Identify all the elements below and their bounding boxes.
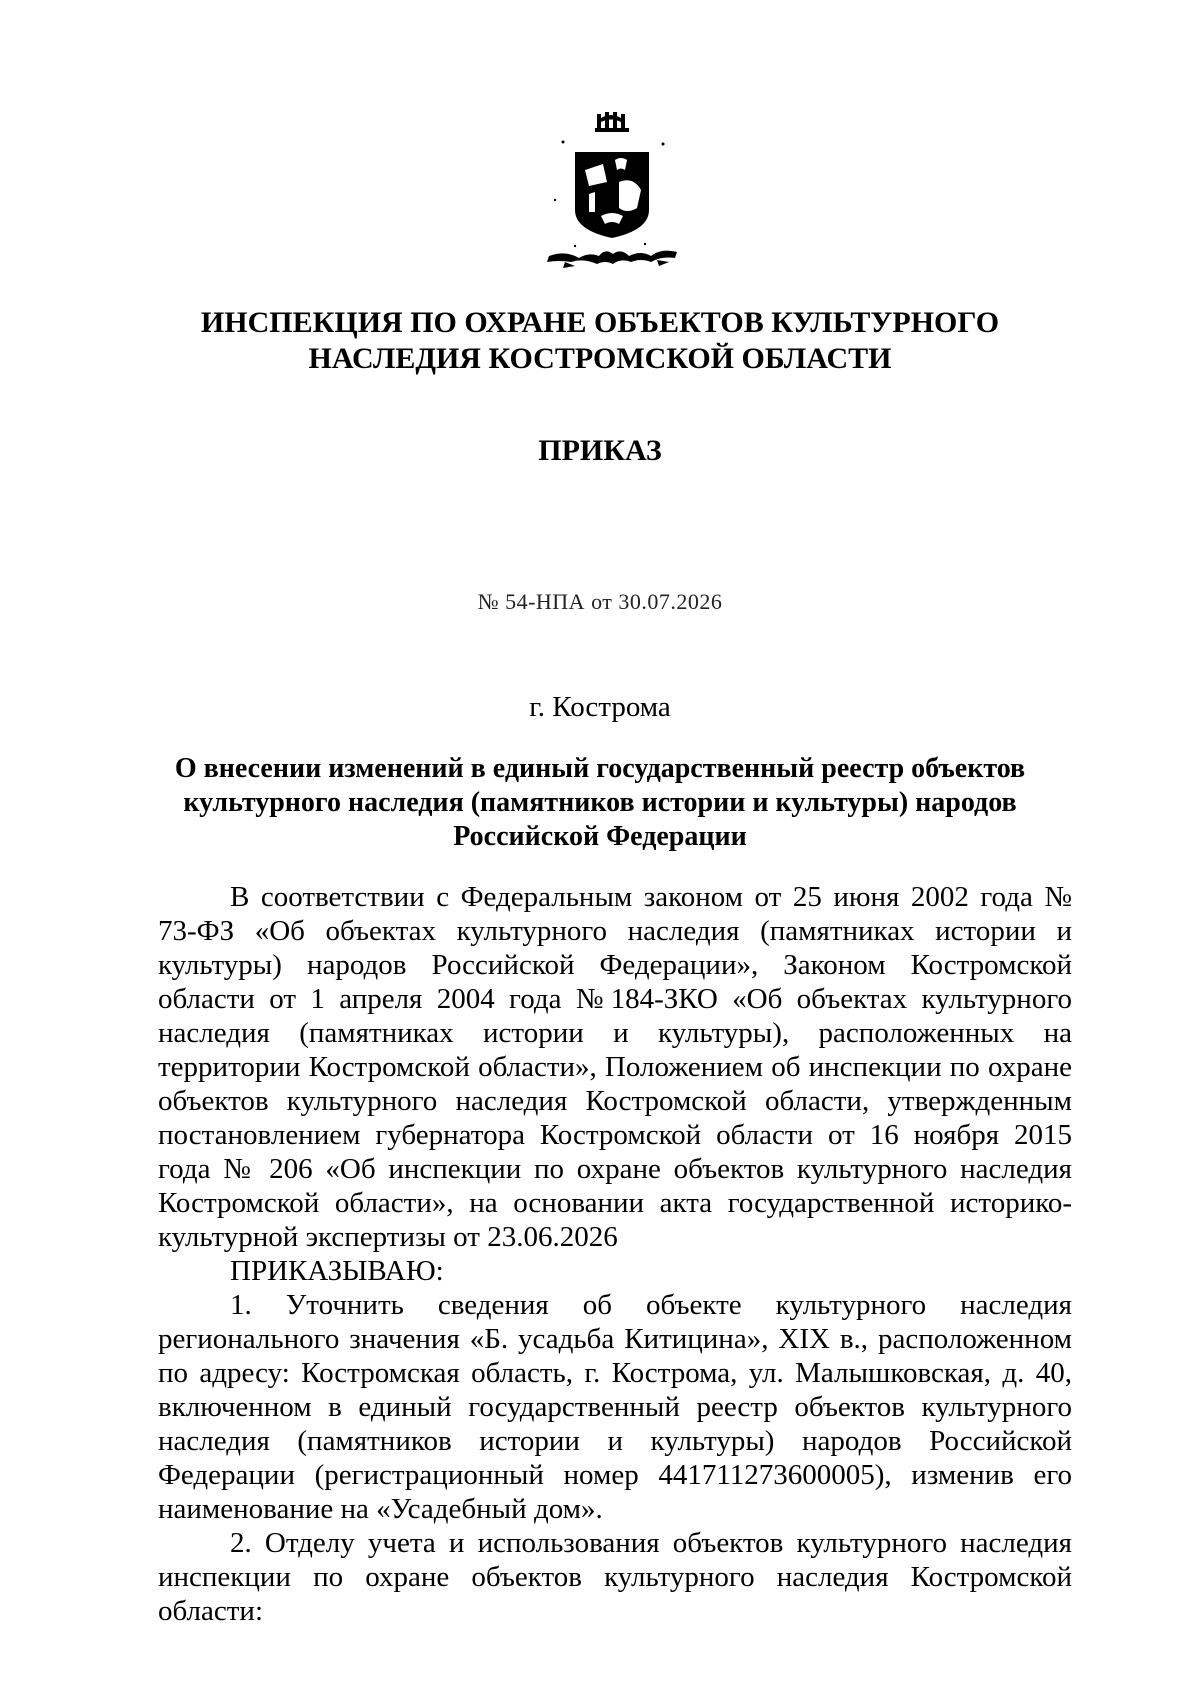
document-subject	[160, 752, 1040, 854]
order-item-1: 1. Уточнить сведения об объекте культурного наследия регионального значения «Б. усадьба Китицина», XIX в., расположенном по адресу: Костромская область, г. Кострома, ул. Малышковская, д. 40, включенном в единый государственный реестр объектов культурного наследия (памятников истории и культуры) народов Российской Федерации (регистрационный номер 441711273600005), изменив его наименование на «Усадебный дом».	[158, 1289, 1072, 1525]
organization-title-line2: НАСЛЕДИЯ КОСТРОМСКОЙ ОБЛАСТИ	[308, 342, 892, 375]
subject-line3: Российской Федерации	[453, 821, 747, 852]
document-type: ПРИКАЗ	[538, 434, 662, 467]
document-number: № 54-НПА от 30.07.2026	[477, 589, 723, 614]
organization-title	[150, 305, 1050, 377]
subject-line2: культурного наследия (памятников истории и культуры) народов	[183, 787, 1017, 818]
document-body	[158, 880, 1072, 1628]
organization-title-line1: ИНСПЕКЦИЯ ПО ОХРАНЕ ОБЪЕКТОВ КУЛЬТУРНОГО	[200, 306, 1000, 339]
order-word: ПРИКАЗЫВАЮ:	[230, 1255, 444, 1287]
coat-of-arms-icon	[545, 112, 680, 270]
preamble-paragraph: В соответствии с Федеральным законом от 25 июня 2002 года № 73-ФЗ «Об объектах культурного наследия (памятниках истории и культуры) народов Российской Федерации», Законом Костромской области от 1 апреля 2004 года №184-ЗКО «Об объектах культурного наследия (памятниках истории и культуры), расположенных на территории Костромской области», Положением об инспекции по охране объектов культурного наследия Костромской области, утвержденным постановлением губернатора Костромской области от 16 ноября 2015 года № 206 «Об инспекции по охране объектов культурного наследия Костромской области», на основании акта государственной историко-культурной экспертизы от 23.06.2026	[158, 881, 1072, 1253]
subject-line1: О внесении изменений в единый государственный реестр объектов	[174, 753, 1026, 784]
order-item-2: 2. Отделу учета и использования объектов культурного наследия инспекции по охране объектов культурного наследия Костромской области:	[158, 1527, 1072, 1627]
document-city: г. Кострома	[529, 691, 671, 723]
